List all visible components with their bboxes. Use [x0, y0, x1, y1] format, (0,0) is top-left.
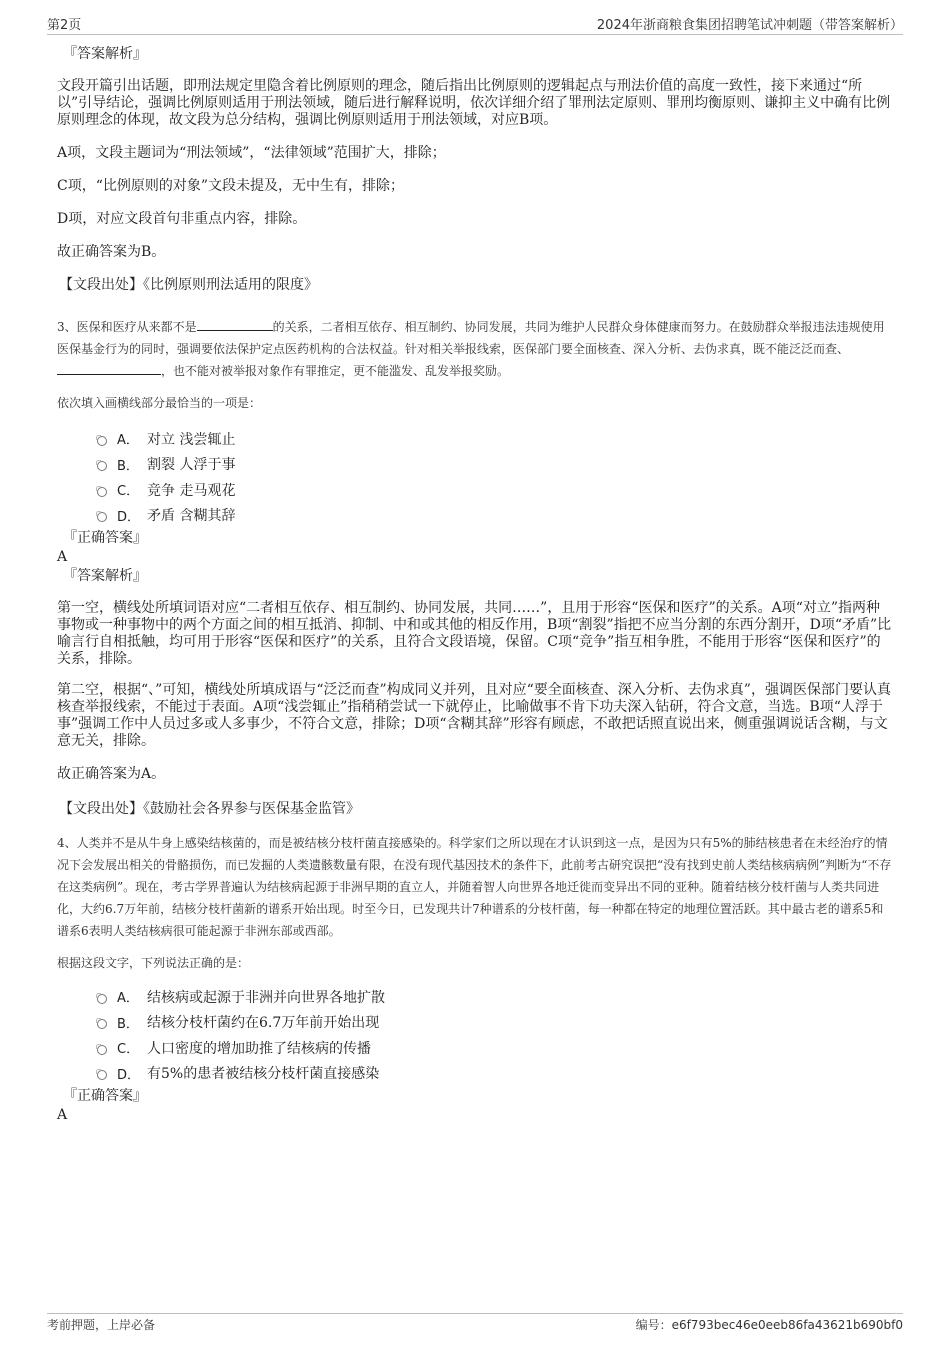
footer-slogan: 考前押题，上岸必备	[47, 1318, 156, 1332]
q3-analysis-paragraph: 第二空，根据“、”可知，横线处所填成语与“泛泛而查”构成同义并列，且对应“要全面核查、深入分析、去伪求真”，强调医保部门要认真核查举报线索，不能过于表面。A项“浅尝辄止”指稍稍尝试一下就停止，比喻做事不肯下功夫深入钻研，符合文意，当选。B项“人浮于事”强调工作中人员过多或人多事少，不符合文意，排除；D项“含糊其辞”形容有顾虑，不敢把话照直说出来，侧重强调说话含糊，与文意无关，排除。	[57, 682, 891, 749]
q2-analysis-paragraph: A项，文段主题词为“刑法领域”，“法律领域”范围扩大，排除；	[57, 145, 446, 161]
q2-analysis-paragraph: 文段开篇引出话题，即刑法规定里隐含着比例原则的理念，随后指出比例原则的逻辑起点与刑法价值的高度一致性，接下来通过“所以”引导结论，强调比例原则适用于刑法领域，随后进行解释说明，依次详细介绍了罪刑法定原则、罪刑均衡原则、谦抑主义中确有比例原则理念的体现，故文段为总分结构，强调比例原则适用于刑法领域，对应B项。	[57, 78, 891, 128]
q3-blank-1	[197, 318, 273, 331]
q3-options	[97, 426, 893, 528]
q4-stem: 4、人类并不是从牛身上感染结核菌的，而是被结核分枝杆菌直接感染的。科学家们之所以现在才认识到这一点，是因为只有5%的肺结核患者在未经治疗的情况下会发展出相关的骨骼损伤，而已发掘的人类遗骸数量有限，在没有现代基因技术的条件下，此前考古研究误把“没有找到史前人类结核病病例”判断为“不存在这类病例”。现在，考古学界普遍认为结核病起源于非洲早期的直立人，并随着智人向世界各地迁徙而变异出不同的亚种。随着结核分枝杆菌与人类共同进化，大约6.7万年前，结核分枝杆菌新的谱系开始出现。时至今日，已发现共计7种谱系的分枝杆菌，每一种都在特定的地理位置活跃。其中最古老的谱系5和谱系6表明人类结核病很可能起源于非洲东部或西部。	[57, 836, 892, 938]
q4-option-d[interactable]: D． 有5%的患者被结核分枝杆菌直接感染	[97, 1061, 893, 1087]
q2-source: 【文段出处】《比例原则刑法适用的限度》	[59, 277, 318, 293]
q4-option-c[interactable]: C． 人口密度的增加助推了结核病的传播	[97, 1035, 893, 1061]
q3-stem-part2: 的关系，二者相互依存、相互制约、协同发展，共同为维护人民群众身体健康而努力。在鼓励群众举报违法违规使用医保基金行为的同时，强调要依法保护定点医药机构的合法权益。针对相关举报线索，医保部门要全面核查、深入分析、去伪求真，既不能泛泛而查、	[57, 320, 885, 356]
radio-icon[interactable]	[97, 436, 107, 446]
q3-source: 【文段出处】《鼓励社会各界参与医保基金监管》	[59, 801, 360, 817]
q2-analysis-paragraph: C项，“比例原则的对象”文段未提及，无中生有，排除；	[57, 178, 405, 194]
radio-icon[interactable]	[97, 994, 107, 1004]
radio-icon[interactable]	[97, 1019, 107, 1029]
page-number: 第2页	[47, 18, 82, 33]
q3-analysis-heading: 『答案解析』	[63, 568, 147, 584]
document-code: 编号：e6f793bec46e0eeb86fa43621b690bf0	[635, 1318, 903, 1332]
q3-option-a[interactable]: A． 对立 浅尝辄止	[97, 426, 893, 452]
q2-analysis-paragraph: 故正确答案为B。	[57, 244, 166, 260]
radio-icon[interactable]	[97, 1045, 107, 1055]
q3-analysis-paragraph: 第一空，横线处所填词语对应“二者相互依存、相互制约、协同发展，共同……”，且用于形容“医保和医疗”的关系。A项“对立”指两种事物或一种事物中的两个方面之间的相互抵消、抑制、中和或其他的相反作用，B项“割裂”指把不应当分割的东西分割开，D项“矛盾”比喻言行自相抵触，均可用于形容“医保和医疗”的关系，且符合文段语境，保留。C项“竞争”指互相争胜，不能用于形容“医保和医疗”的关系，排除。	[57, 600, 892, 667]
radio-icon[interactable]	[97, 512, 107, 522]
radio-icon[interactable]	[97, 1070, 107, 1080]
q4-option-b[interactable]: B． 结核分枝杆菌约在6.7万年前开始出现	[97, 1010, 893, 1036]
q3-prompt: 依次填入画横线部分最恰当的一项是：	[57, 396, 262, 410]
q2-analysis-heading: 『答案解析』	[63, 46, 147, 62]
q3-stem-part1: 3、医保和医疗从来都不是	[57, 320, 197, 334]
q3-option-b[interactable]: B． 割裂 人浮于事	[97, 452, 893, 478]
q4-options	[97, 984, 893, 1086]
q4-option-a[interactable]: A． 结核病或起源于非洲并向世界各地扩散	[97, 984, 893, 1010]
q3-blank-2	[57, 362, 161, 375]
q3-stem	[57, 316, 893, 382]
q3-correct-answer: A	[57, 549, 68, 565]
radio-icon[interactable]	[97, 461, 107, 471]
page-content	[57, 44, 893, 1124]
q3-option-d[interactable]: D． 矛盾 含糊其辞	[97, 503, 893, 529]
document-title: 2024年浙商粮食集团招聘笔试冲刺题（带答案解析）	[596, 18, 903, 33]
q2-analysis-paragraph: D项，对应文段首句非重点内容，排除。	[57, 211, 307, 227]
q3-option-c[interactable]: C． 竞争 走马观花	[97, 477, 893, 503]
q3-correct-heading: 『正确答案』	[63, 530, 147, 546]
q4-correct-answer: A	[57, 1107, 68, 1123]
q4-prompt: 根据这段文字，下列说法正确的是：	[57, 956, 250, 970]
q3-analysis-paragraph: 故正确答案为A。	[57, 766, 166, 782]
radio-icon[interactable]	[97, 487, 107, 497]
page-header	[47, 14, 903, 35]
q4-correct-heading: 『正确答案』	[63, 1088, 147, 1104]
q3-stem-part3: ，也不能对被举报对象作有罪推定，更不能滥发、乱发举报奖励。	[161, 364, 510, 378]
page-footer	[47, 1313, 903, 1334]
